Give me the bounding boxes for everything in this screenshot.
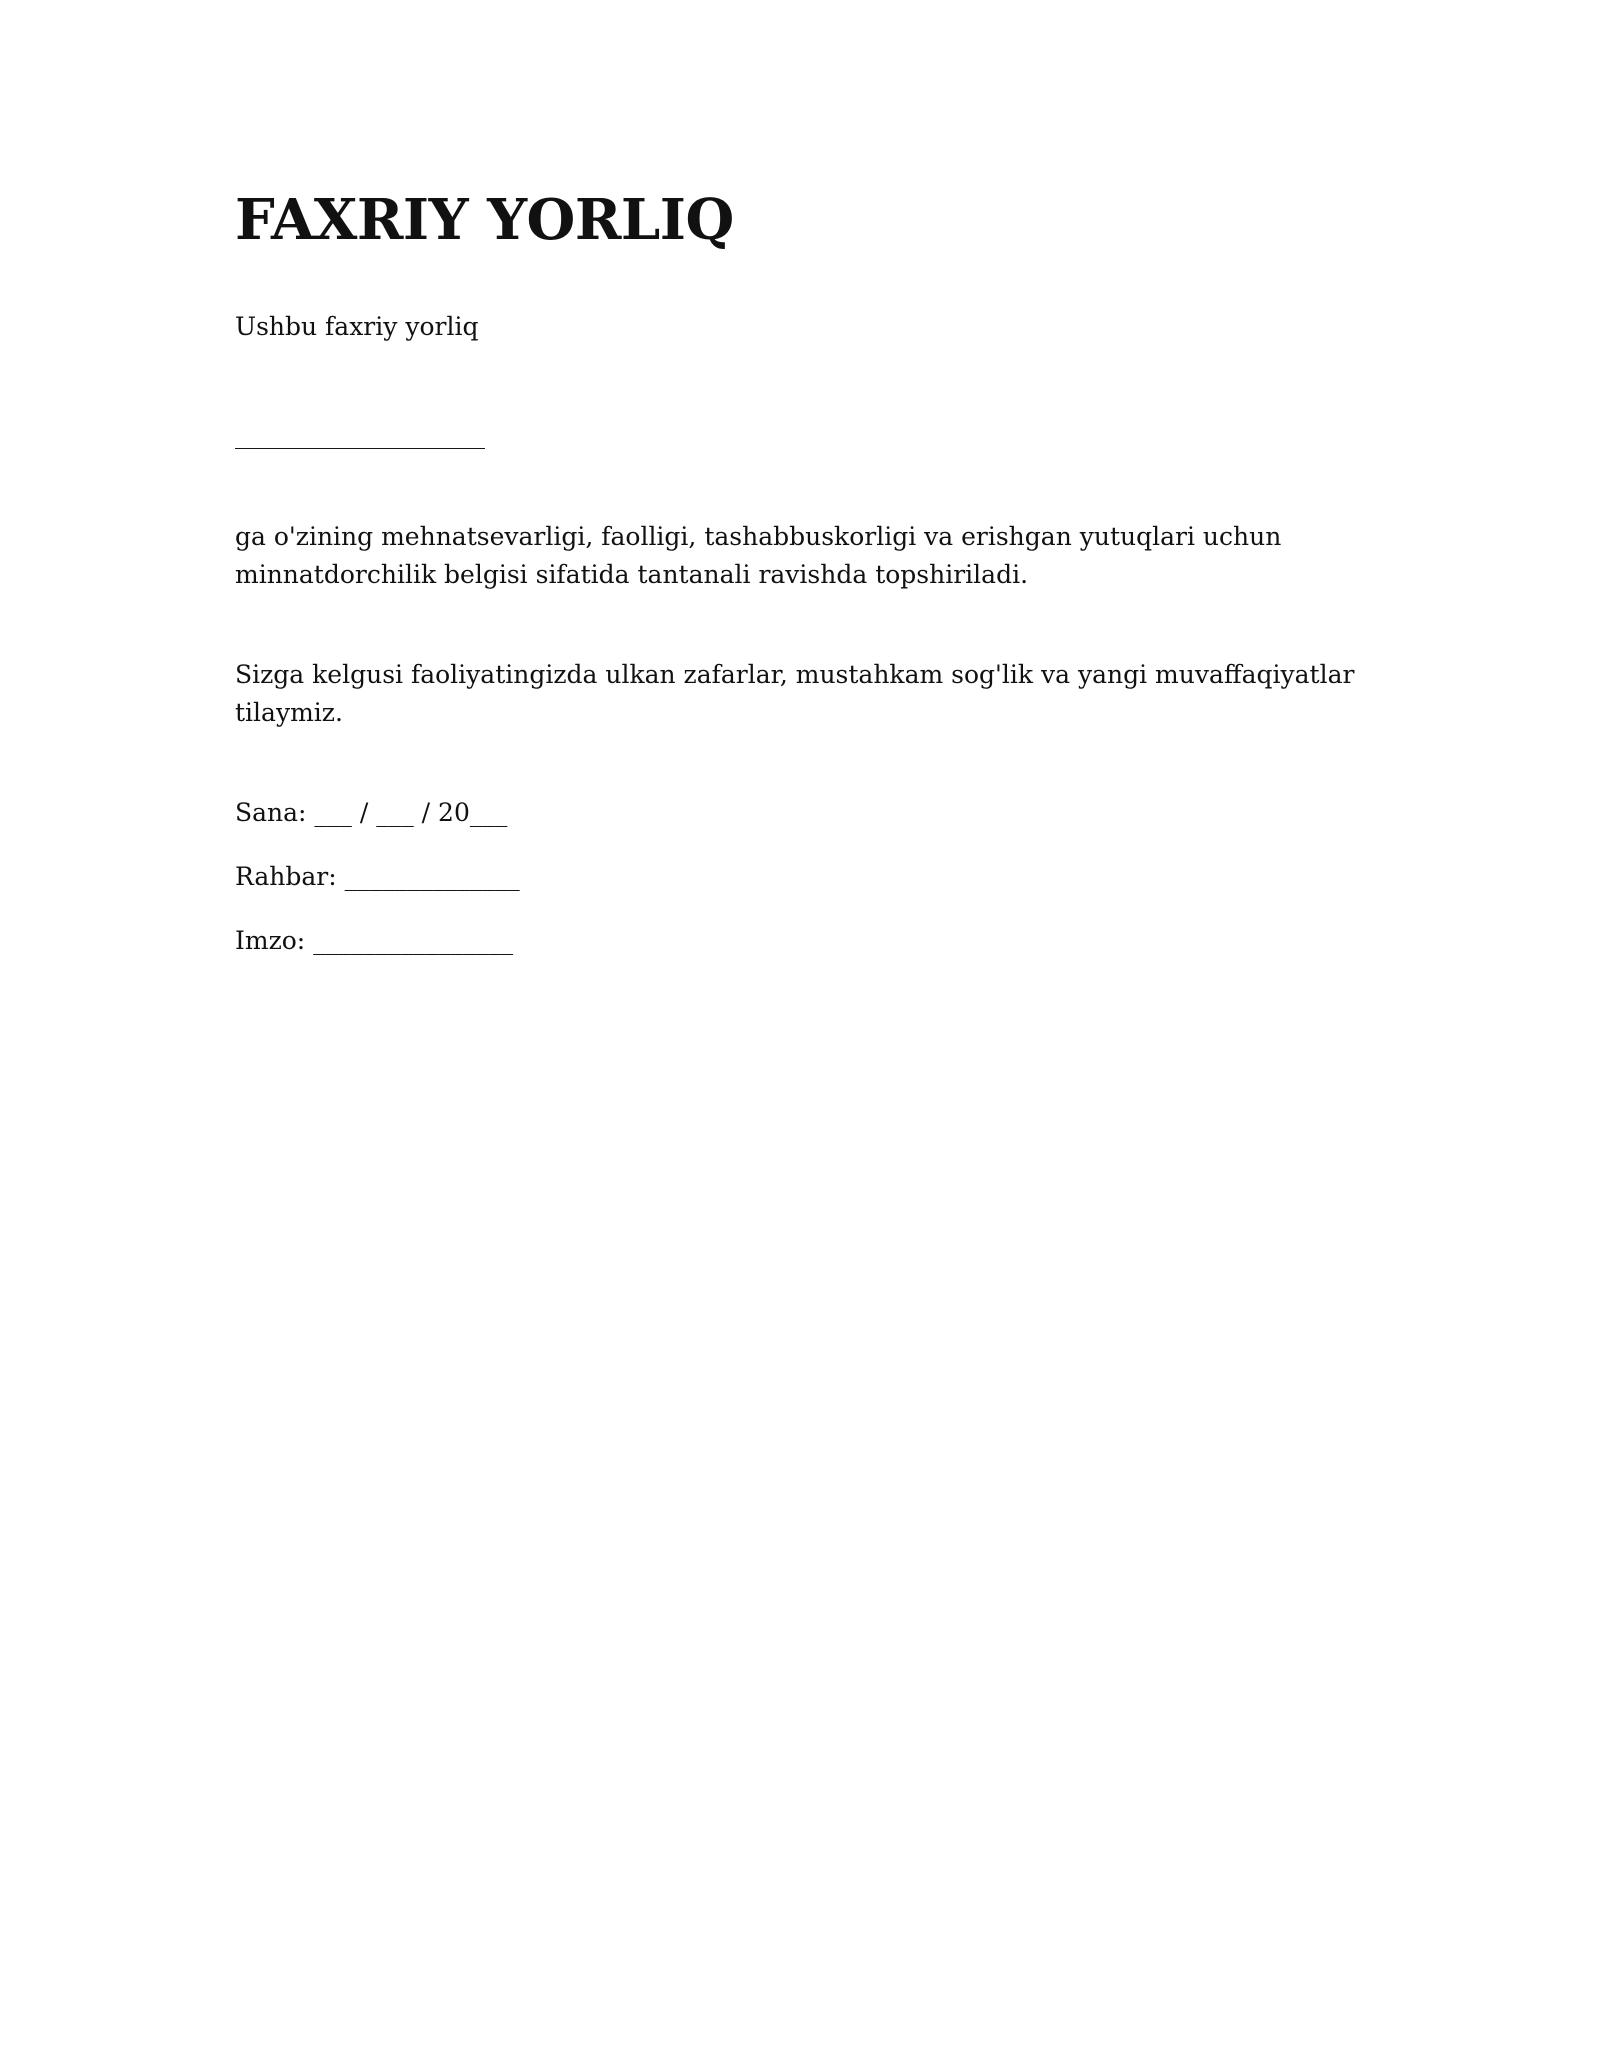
date-line: Sana: ___ / ___ / 20___ bbox=[235, 798, 508, 827]
document-title: FAXRIY YORLIQ bbox=[235, 187, 734, 253]
signature-line: Imzo: ________________ bbox=[235, 926, 514, 955]
document-content bbox=[235, 180, 1355, 960]
manager-line: Rahbar: ______________ bbox=[235, 862, 520, 891]
intro-text: Ushbu faxriy yorliq bbox=[235, 312, 479, 341]
award-reason-paragraph: ga o'zining mehnatsevarligi, faolligi, tashabbuskorligi va erishgan yutuqlari uchun minnatdorchilik belgisi sifatida tantanali ravishda topshiriladi. bbox=[235, 522, 1282, 589]
recipient-blank-line: ____________________ bbox=[235, 420, 485, 449]
wishes-paragraph: Sizga kelgusi faoliyatingizda ulkan zafarlar, mustahkam sog'lik va yangi muvaffaqiyatlar tilaymiz. bbox=[235, 660, 1355, 727]
